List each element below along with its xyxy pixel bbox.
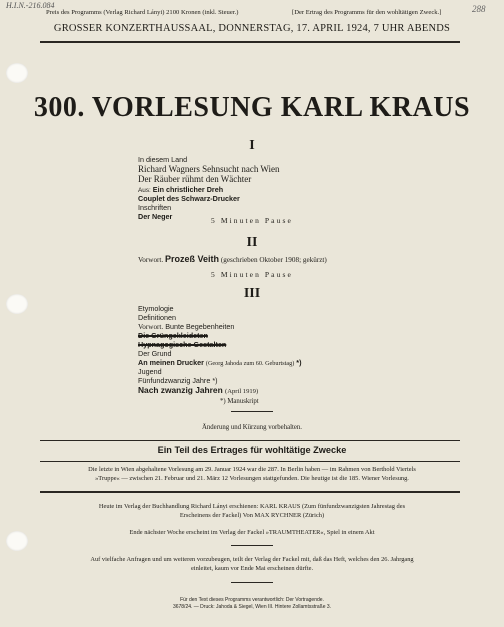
pause-label: 5 Minuten Pause — [211, 270, 293, 279]
program-item: Fünfundzwanzig Jahre *) — [138, 376, 218, 385]
item-prefix: Vorwort. — [138, 256, 164, 264]
page-title: 300. VORLESUNG KARL KRAUS — [33, 92, 471, 123]
publication-line-2: Erscheinens der Fackel) Von MAX RYCHNER (Zürich) — [179, 512, 325, 519]
notice-line-1: Auf vielfache Anfragen und um weiteren vorzubeugen, teilt der Verlag der Fackel mit, daß das Heft, welches den 26. Jahrgang — [90, 556, 414, 563]
program-item: Etymologie — [138, 304, 174, 313]
program-item — [138, 358, 302, 367]
page-number: 288 — [472, 4, 486, 14]
item-prefix: Aus: — [138, 187, 151, 194]
program-item: Definitionen — [138, 313, 176, 322]
header-rule — [40, 41, 460, 43]
program-item: Richard Wagners Sehnsucht nach Wien — [138, 164, 280, 174]
program-item-struck: Hypnagogische Gestalten — [138, 340, 227, 349]
charity-note-header: [Der Ertrag des Programms für den wohltätigen Zweck.] — [292, 9, 442, 16]
program-item: In diesem Land — [138, 155, 188, 164]
changes-note: Änderung und Kürzung vorbehalten. — [201, 424, 303, 431]
charity-rule-bottom — [40, 461, 460, 462]
part-3-numeral: III — [243, 286, 261, 301]
charity-rule-top — [40, 440, 460, 441]
program-item: Der Grund — [138, 349, 172, 358]
separator — [231, 582, 273, 583]
upcoming-publication: Ende nächster Woche erscheint im Verlag der Fackel »TRAUMTHEATER«, Spiel in einem Akt — [129, 529, 375, 536]
imprint-line-1: Für den Text dieses Programms verantwortlich: Der Vortragende. — [180, 597, 324, 603]
item-title: Prozeß Veith — [165, 254, 220, 264]
item-note: (Georg Jahoda zum 60. Geburtstag) — [205, 360, 295, 367]
imprint-line-2: 3678/24. — Druck: Jahoda & Siegel, Wien III. Hintere Zollamtsstraße 3. — [172, 604, 332, 610]
part-1-numeral: I — [249, 138, 255, 153]
publication-line-1: Heute im Verlag der Buchhandlung Richard Lányi erschienen: KARL KRAUS (Zum fünfundzwanzigsten Jahrestag des — [98, 503, 406, 510]
section-rule — [40, 491, 460, 493]
program-item — [138, 185, 223, 194]
item-footnote-mark: *) — [296, 358, 302, 367]
program-item — [138, 322, 234, 331]
program-item: Der Räuber rühmt den Wächter — [138, 174, 252, 184]
program-item: Inschriften — [138, 203, 172, 212]
program-item — [138, 385, 258, 395]
separator — [231, 545, 273, 546]
program-item: Couplet des Schwarz-Drucker — [138, 194, 240, 203]
pause-label: 5 Minuten Pause — [211, 216, 293, 225]
notice-line-2: einleitet, kaum vor Ende Mai erscheinen dürfte. — [190, 565, 314, 572]
item-prefix: Vorwort. — [138, 323, 164, 331]
program-item: Der Neger — [138, 212, 173, 221]
program-item-struck: Die Grüngekleideten — [138, 331, 208, 340]
manuscript-note: *) Manuskript — [220, 398, 259, 405]
lecture-history-line-2: »Truppe« — zwischen 21. Februar und 21. März 12 Vorlesungen stattgefunden. Die heutige ist die 185. Wiener Vorlesung. — [95, 475, 409, 482]
separator — [231, 411, 273, 412]
venue-line: GROSSER KONZERTHAUSSAAL, DONNERSTAG, 17. APRIL 1924, 7 UHR ABENDS — [53, 23, 451, 34]
program-item — [138, 254, 327, 264]
archive-mark: H.I.N.-216.084 — [6, 1, 55, 10]
charity-heading: Ein Teil des Ertrages für wohltätige Zwecke — [157, 445, 347, 455]
item-title: An meinen Drucker — [138, 358, 204, 367]
item-note: (geschrieben Oktober 1908; gekürzt) — [220, 256, 327, 264]
program-item: Jugend — [138, 367, 162, 376]
punch-hole — [6, 63, 28, 83]
price-note: Preis des Programms (Verlag Richard Lányi) 2100 Kronen (inkl. Steuer.) — [46, 9, 239, 16]
item-title: Bunte Begebenheiten — [165, 322, 235, 331]
part-2-numeral: II — [246, 235, 258, 250]
lecture-history-line-1: Die letzte in Wien abgehaltene Vorlesung am 29. Januar 1924 war die 287. In Berlin haben — im Rahmen von Berthold Viertels — [88, 466, 416, 473]
item-note: (April 1919) — [225, 388, 259, 395]
item-title: Ein christlicher Dreh — [152, 185, 224, 194]
item-title: Nach zwanzig Jahren — [138, 385, 223, 395]
